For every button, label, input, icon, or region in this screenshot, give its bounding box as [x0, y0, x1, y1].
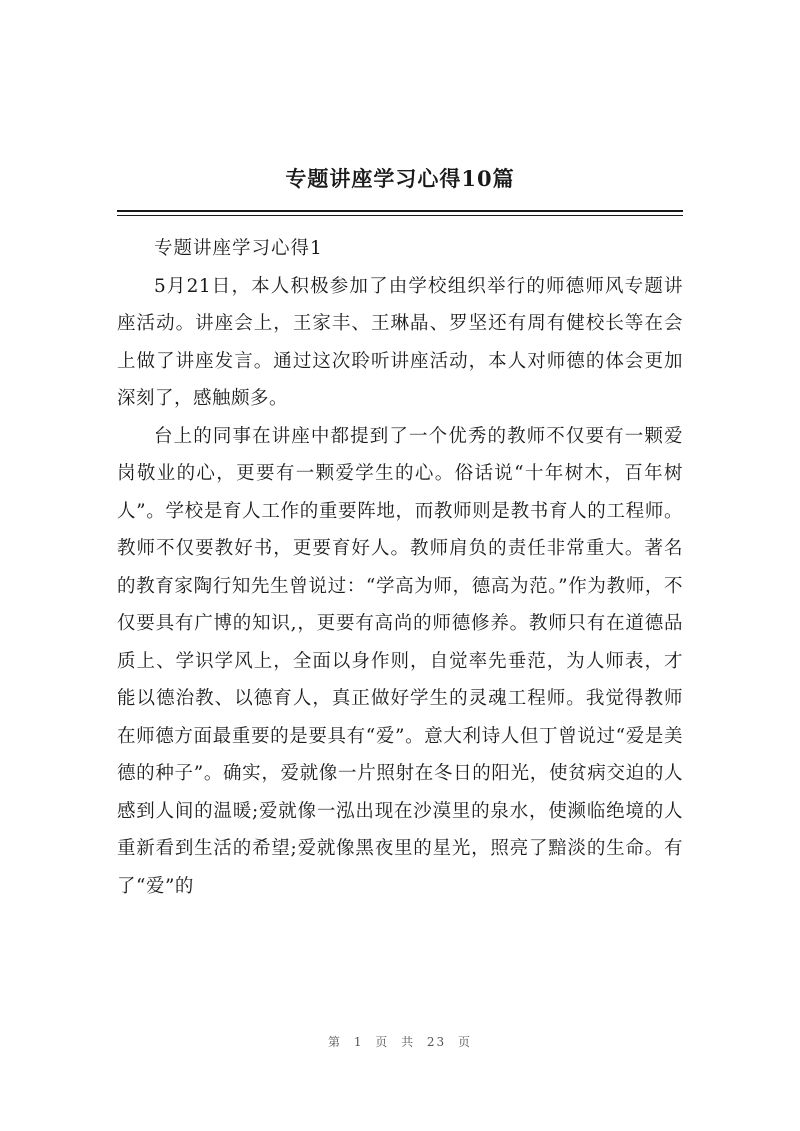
paragraph: 5月21日，本人积极参加了由学校组织举行的师德师风专题讲座活动。讲座会上，王家丰、王琳晶、罗坚还有周有健校长等在会上做了讲座发言。通过这次聆听讲座活动，本人对师德的体会更加深刻了，感触颇多。	[117, 275, 683, 409]
document-body	[117, 230, 683, 905]
section-heading: 专题讲座学习心得1	[154, 238, 323, 259]
paragraph: 台上的同事在讲座中都提到了一个优秀的教师不仅要有一颗爱岗敬业的心，更要有一颗爱学生的心。俗话说“十年树木，百年树人”。学校是育人工作的重要阵地，而教师则是教书育人的工程师。教师不仅要教好书，更要育好人。教师肩负的责任非常重大。著名的教育家陶行知先生曾说过：“学高为师，德高为范。”作为教师，不仅要具有广博的知识,，更要有高尚的师德修养。教师只有在道德品质上、学识学风上，全面以身作则，自觉率先垂范，为人师表，才能以德治教、以德育人，真正做好学生的灵魂工程师。我觉得教师在师德方面最重要的是要具有“爱”。意大利诗人但丁曾说过“爱是美德的种子”。确实，爱就像一片照射在冬日的阳光，使贫病交迫的人感到人间的温暖;爱就像一泓出现在沙漠里的泉水，使濒临绝境的人重新看到生活的希望;爱就像黑夜里的星光，照亮了黯淡的生命。有了“爱”的	[117, 425, 683, 897]
title-rule-thick	[117, 210, 683, 212]
page-number-footer: 第 1 页 共 23 页	[328, 1035, 472, 1049]
document-title: 专题讲座学习心得10篇	[285, 166, 515, 191]
title-rule-thin	[117, 215, 683, 216]
